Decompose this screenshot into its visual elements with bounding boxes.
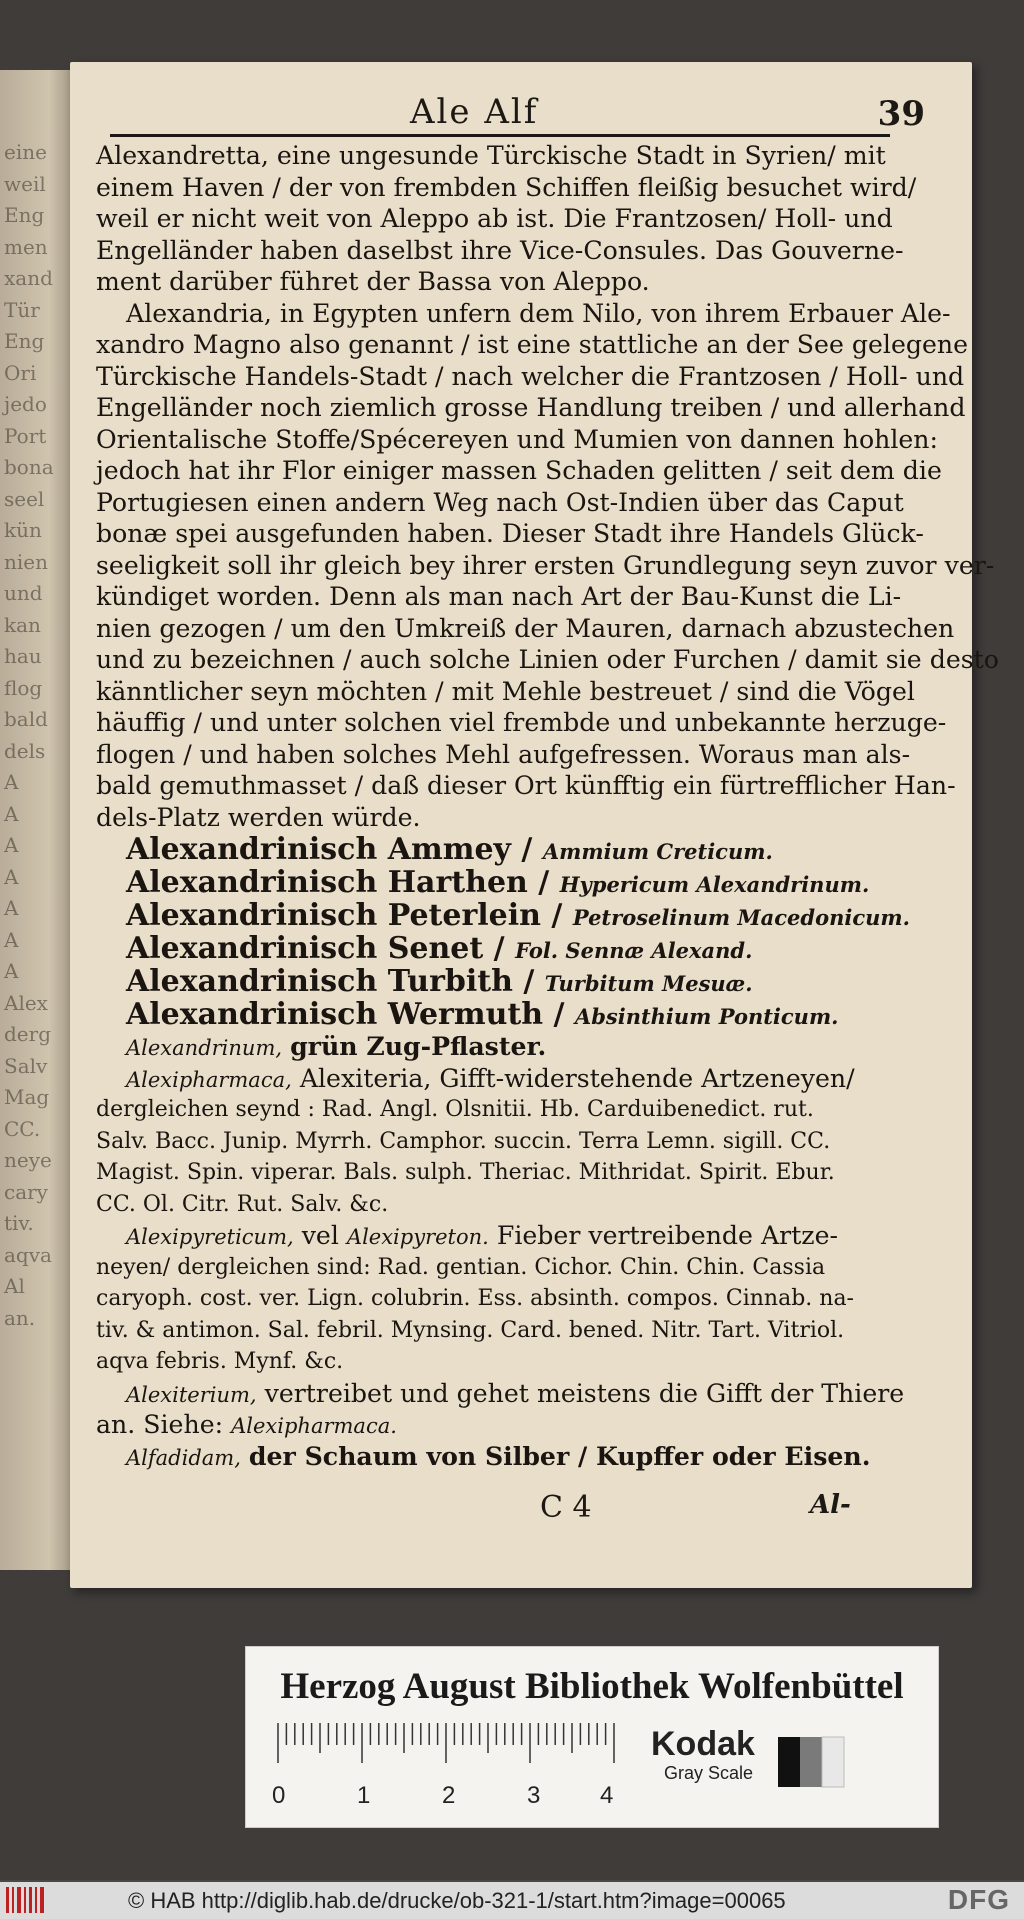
prev-page-fragment: Port — [4, 423, 47, 448]
text-line: ment darüber führet der Bassa von Aleppo. — [96, 267, 650, 296]
plant-entry: Alexandrinisch Turbith / Turbitum Mesuæ. — [126, 964, 753, 999]
plant-entry: Alexandrinisch Ammey / Ammium Creticum. — [126, 832, 773, 867]
plant-entry: Alexandrinisch Harthen / Hypericum Alexandrinum. — [126, 865, 870, 900]
text-line: Orientalische Stoffe/Spécereyen und Mumien von dannen hohlen: — [96, 424, 938, 454]
ruler-label-3: 3 — [527, 1782, 541, 1807]
text-line: dergleichen seynd : Rad. Angl. Olsnitii. Hb. Carduibenedict. rut. — [96, 1097, 814, 1122]
swatch-white — [822, 1737, 844, 1787]
text-line: jedoch hat ihr Flor einiger massen Schaden gelitten / seit dem die — [96, 456, 942, 485]
prev-page-fragment: weil — [4, 171, 46, 196]
prev-page-fragment: derg — [4, 1022, 52, 1046]
prev-page-fragment: flog — [4, 675, 43, 700]
prev-page-fragment: Eng — [4, 329, 45, 353]
ruler-ticks — [278, 1723, 614, 1763]
previous-page-edge — [0, 70, 72, 1570]
prev-page-fragment: aqva — [4, 1242, 52, 1267]
prev-page-fragment: und — [4, 581, 43, 605]
library-name: Herzog August Bibliothek Wolfenbüttel — [280, 1666, 904, 1707]
text-line: häuffig / und unter solchen viel frembde und unbekannte herzuge- — [96, 708, 947, 737]
prev-page-fragment: nien — [4, 549, 48, 574]
prev-page-fragment: Alex — [4, 990, 48, 1015]
running-header — [110, 92, 925, 136]
text-line: bald gemuthmasset / daß dieser Ort künfftig ein fürtrefflicher Han- — [96, 771, 956, 800]
text-line: neyen/ dergleichen sind: Rad. gentian. Cichor. Chin. Chin. Cassia — [96, 1254, 826, 1280]
text-line: caryoph. cost. ver. Lign. colubrin. Ess. absinth. compos. Cinnab. na- — [96, 1286, 854, 1311]
prev-page-fragment: CC. — [4, 1116, 41, 1141]
text-line: weil er nicht weit von Aleppo ab ist. Die Frantzosen/ Holl- und — [96, 204, 893, 233]
page-body — [96, 140, 999, 1472]
text-line: nien gezogen / um den Umkreiß der Mauren, darnach abzustechen — [96, 613, 955, 643]
prev-page-fragment: A — [4, 927, 19, 952]
dfg-logo: DFG — [947, 1884, 1010, 1915]
prev-page-fragment: men — [4, 234, 48, 259]
barcode-icon — [4, 1887, 48, 1913]
prev-page-fragment: Salv — [4, 1053, 48, 1078]
prev-page-fragment: Al — [4, 1274, 25, 1298]
signature-mark: C 4 — [540, 1490, 592, 1525]
entry-alexipyreticum: Alexipyreticum, vel Alexipyreton. Fieber vertreibende Artze- — [126, 1221, 838, 1250]
entry-alexiterium: Alexiterium, vertreibet und gehet meistens die Gifft der Thiere — [126, 1378, 905, 1408]
prev-page-fragment: Tür — [4, 297, 40, 322]
prev-page-fragment: eine — [4, 140, 47, 164]
prev-page-fragment: Ori — [4, 360, 37, 385]
gray-swatches — [778, 1735, 848, 1791]
header-rule — [110, 134, 890, 137]
prev-page-fragment: kan — [4, 612, 41, 637]
prev-page-fragment: A — [4, 864, 19, 889]
text-line: einem Haven / der von frembden Schiffen fleißig besuchet wird/ — [96, 172, 917, 202]
ruler-label-1: 1 — [357, 1782, 371, 1807]
text-line: Engelländer haben daselbst ihre Vice-Consules. Das Gouverne- — [96, 235, 904, 265]
prev-page-fragment: tiv. — [4, 1211, 34, 1235]
swatch-gray — [800, 1737, 822, 1787]
prev-page-fragment: dels — [4, 738, 46, 763]
prev-page-fragment: cary — [4, 1179, 48, 1204]
prev-page-fragment: neye — [4, 1148, 52, 1172]
color-target-card — [245, 1646, 939, 1828]
entry-alexandrinum: Alexandrinum, grün Zug-Pflaster. — [126, 1031, 547, 1061]
prev-page-fragment: A — [4, 959, 19, 983]
prev-page-fragment: jedo — [4, 392, 47, 416]
text-line: seeligkeit soll ihr gleich bey ihrer ersten Grundlegung seyn zuvor ver- — [96, 550, 995, 580]
ruler-scale — [272, 1717, 622, 1807]
plant-entry: Alexandrinisch Senet / Fol. Sennæ Alexand. — [126, 931, 753, 966]
prev-page-fragment: seel — [4, 486, 45, 511]
gray-scale-label: Gray Scale — [664, 1763, 754, 1783]
prev-page-fragment: kün — [4, 518, 42, 542]
text-line: Engelländer noch ziemlich grosse Handlung treiben / und allerhand — [96, 393, 966, 422]
text-line: känntlicher seyn möchten / mit Mehle bestreuet / sind die Vögel — [96, 676, 915, 706]
text-line: Alexandretta, eine ungesunde Türckische Stadt in Syrien/ mit — [96, 141, 886, 170]
brand-name: Kodak — [651, 1725, 755, 1763]
entry-alfadidam: Alfadidam, der Schaum von Silber / Kupffer oder Eisen. — [126, 1440, 871, 1471]
entry-alexipharmaca: Alexipharmaca, Alexiteria, Gifft-widerstehende Artzeneyen/ — [126, 1063, 855, 1093]
entry-alexiterium-cont: an. Siehe: Alexipharmaca. — [96, 1410, 397, 1439]
prev-page-fragment: bona — [4, 455, 54, 479]
text-line: Alexandria, in Egypten unfern dem Nilo, von ihrem Erbauer Ale- — [126, 298, 951, 328]
prev-page-fragment: Mag — [4, 1085, 50, 1109]
text-line: Salv. Bacc. Junip. Myrrh. Camphor. succin. Terra Lemn. sigill. CC. — [96, 1128, 831, 1154]
source-credit-link[interactable]: © HAB http://diglib.hab.de/drucke/ob-321-1/start.htm?image=00065 — [128, 1888, 786, 1913]
text-line: kündiget worden. Denn als man nach Art der Bau-Kunst die Li- — [96, 582, 902, 611]
prev-page-fragment: bald — [4, 707, 48, 731]
prev-page-fragment: A — [4, 770, 19, 794]
swatch-black — [778, 1737, 800, 1787]
header-letters: Ale Alf — [410, 92, 539, 132]
page-number: 39 — [877, 94, 925, 134]
text-line: dels-Platz werden würde. — [96, 802, 421, 832]
text-line: und zu bezeichnen / auch solche Linien oder Furchen / damit sie desto — [96, 645, 999, 674]
prev-page-fragment: xand — [4, 266, 53, 290]
prev-page-fragment: A — [4, 896, 19, 920]
text-line: tiv. & antimon. Sal. febril. Mynsing. Card. bened. Nitr. Tart. Vitriol. — [96, 1317, 845, 1343]
prev-page-fragment: an. — [4, 1305, 36, 1330]
book-page — [70, 62, 999, 1588]
text-line: Türckische Handels-Stadt / nach welcher die Frantzosen / Holl- und — [96, 361, 965, 391]
text-line: flogen / und haben solches Mehl aufgefressen. Woraus man als- — [96, 739, 911, 769]
text-line: Portugiesen einen andern Weg nach Ost-Indien über das Caput — [96, 487, 904, 517]
catchword: Al- — [810, 1490, 851, 1520]
text-line: bonæ spei ausgefunden haben. Dieser Stadt ihre Handels Glück- — [96, 519, 924, 548]
text-line: CC. Ol. Citr. Rut. Salv. &c. — [96, 1191, 389, 1217]
text-line: aqva febris. Mynf. &c. — [96, 1349, 344, 1374]
viewer-footer-bar — [0, 1882, 1024, 1919]
prev-page-fragment: A — [4, 801, 19, 826]
prev-page-fragment: Eng — [4, 203, 45, 227]
plant-entry: Alexandrinisch Peterlein / Petroselinum Macedonicum. — [126, 898, 910, 933]
ruler-label-0: 0 — [272, 1782, 286, 1807]
prev-page-fragment: hau — [4, 644, 42, 668]
plant-entry: Alexandrinisch Wermuth / Absinthium Ponticum. — [126, 997, 839, 1032]
prev-page-fragment: A — [4, 833, 19, 857]
ruler-label-2: 2 — [442, 1782, 456, 1807]
text-line: xandro Magno also genannt / ist eine stattliche an der See gelegene — [96, 330, 969, 359]
text-line: Magist. Spin. viperar. Bals. sulph. Theriac. Mithridat. Spirit. Ebur. — [96, 1160, 835, 1185]
ruler-label-4: 4 — [600, 1782, 614, 1807]
